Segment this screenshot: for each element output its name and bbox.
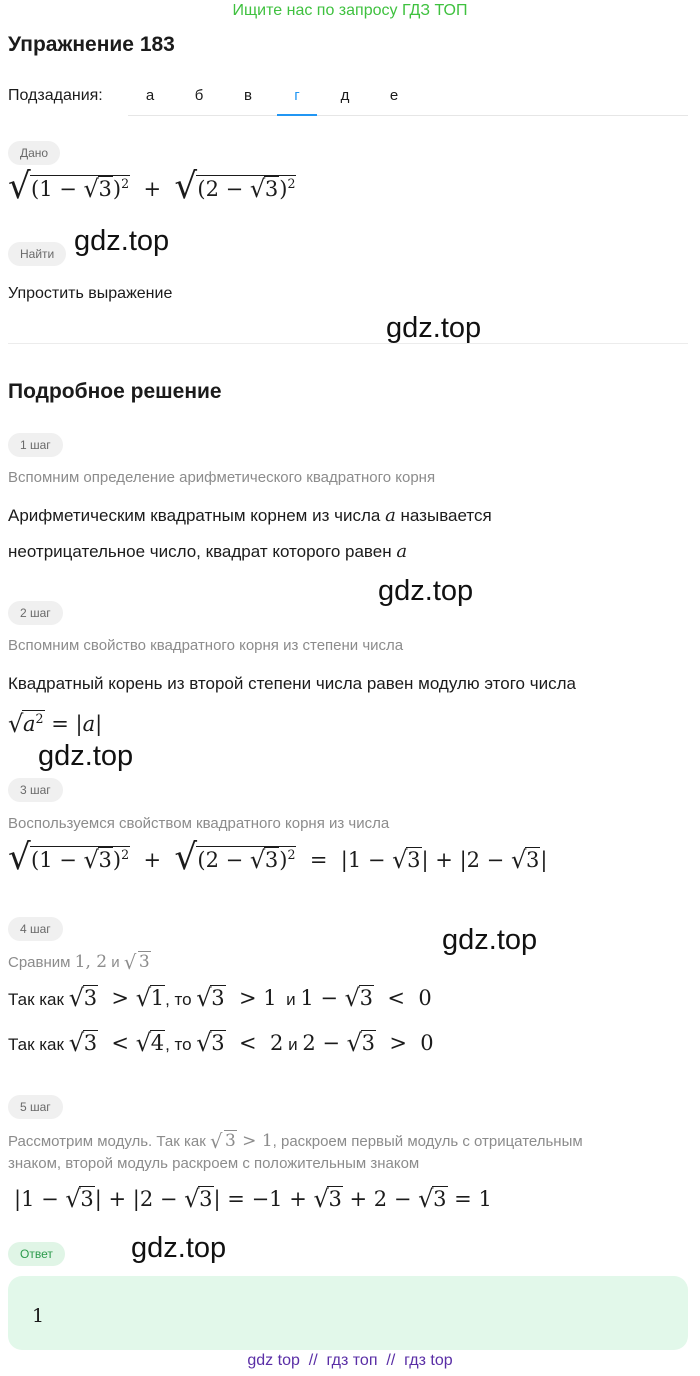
- step-3-hint: Воспользуемся свойством квадратного корня из числа: [8, 815, 390, 832]
- step-2-formula: √ $a^2 = |a|$: [8, 710, 102, 736]
- divider: [8, 343, 688, 344]
- watermark: gdz.top: [386, 312, 482, 344]
- subtasks-label: Подзадания:: [8, 87, 103, 104]
- find-text: Упростить выражение: [8, 285, 173, 302]
- tab-g[interactable]: г: [277, 78, 317, 116]
- step-5-badge: 5 шаг: [8, 1095, 63, 1119]
- step-2-line1: Квадратный корень из второй степени числа равен модулю этого числа: [8, 674, 576, 693]
- watermark: gdz.top: [131, 1232, 227, 1264]
- step-1-badge: 1 шаг: [8, 433, 63, 457]
- step-1-line1: Арифметическим квадратным корнем из числа a называется: [8, 505, 492, 526]
- watermark: gdz.top: [442, 924, 538, 956]
- step-4-line1: Так как √ 3 > √ 1, то √ 3 > 1 и 1 − √ 3 < 0: [8, 985, 432, 1010]
- step-1-hint: Вспомним определение арифметического квадратного корня: [8, 469, 436, 486]
- find-badge: Найти: [8, 242, 66, 266]
- top-banner: Ищите нас по запросу ГДЗ ТОП: [232, 2, 468, 19]
- tab-v[interactable]: в: [244, 87, 252, 104]
- tab-e[interactable]: е: [389, 87, 399, 104]
- tab-b[interactable]: б: [194, 87, 204, 104]
- tab-a[interactable]: а: [145, 87, 155, 104]
- page-title: Упражнение 183: [8, 33, 175, 56]
- tab-d[interactable]: д: [340, 87, 350, 104]
- step-5-hint-line2: знаком, второй модуль раскроем с положительным знаком: [8, 1155, 420, 1172]
- step-3-formula: √ (1 − √ 3)$^2$ + √ (2 − √ 3)$^2$ = |1 − √ 3| + |2 − √ 3|: [8, 846, 547, 872]
- step-5-hint-line1: Рассмотрим модуль. Так как √ 3 > 1, раскроем первый модуль с отрицательным: [8, 1130, 583, 1151]
- step-3-badge: 3 шаг: [8, 778, 63, 802]
- step-2-badge: 2 шаг: [8, 601, 63, 625]
- given-expression: √ (1 − √ 3)$^2$ + √ (2 − √ 3)$^2$: [8, 175, 296, 201]
- step-4-badge: 4 шаг: [8, 917, 63, 941]
- watermark: gdz.top: [38, 740, 134, 772]
- answer-value: 1: [32, 1305, 45, 1327]
- step-2-hint: Вспомним свойство квадратного корня из степени числа: [8, 637, 404, 654]
- given-badge: Дано: [8, 141, 60, 165]
- subtask-tabs: [128, 78, 688, 116]
- step-5-formula: |1 − √ 3| + |2 − √ 3| = −1 + √ 3 + 2 − √ 3 = 1: [14, 1186, 492, 1211]
- step-4-line2: Так как √ 3 < √ 4, то √ 3 < 2 и 2 − √ 3 > 0: [8, 1030, 434, 1055]
- step-4-hint: Сравним 1, 2 и √ 3: [8, 951, 151, 972]
- footer-links[interactable]: gdz top // гдз топ // гдз top: [247, 1352, 453, 1369]
- solution-title: Подробное решение: [8, 380, 222, 403]
- watermark: gdz.top: [74, 225, 170, 257]
- answer-badge: Ответ: [8, 1242, 65, 1266]
- step-1-line2: неотрицательное число, квадрат которого равен a: [8, 541, 408, 562]
- answer-box: [8, 1276, 688, 1350]
- watermark: gdz.top: [378, 575, 474, 607]
